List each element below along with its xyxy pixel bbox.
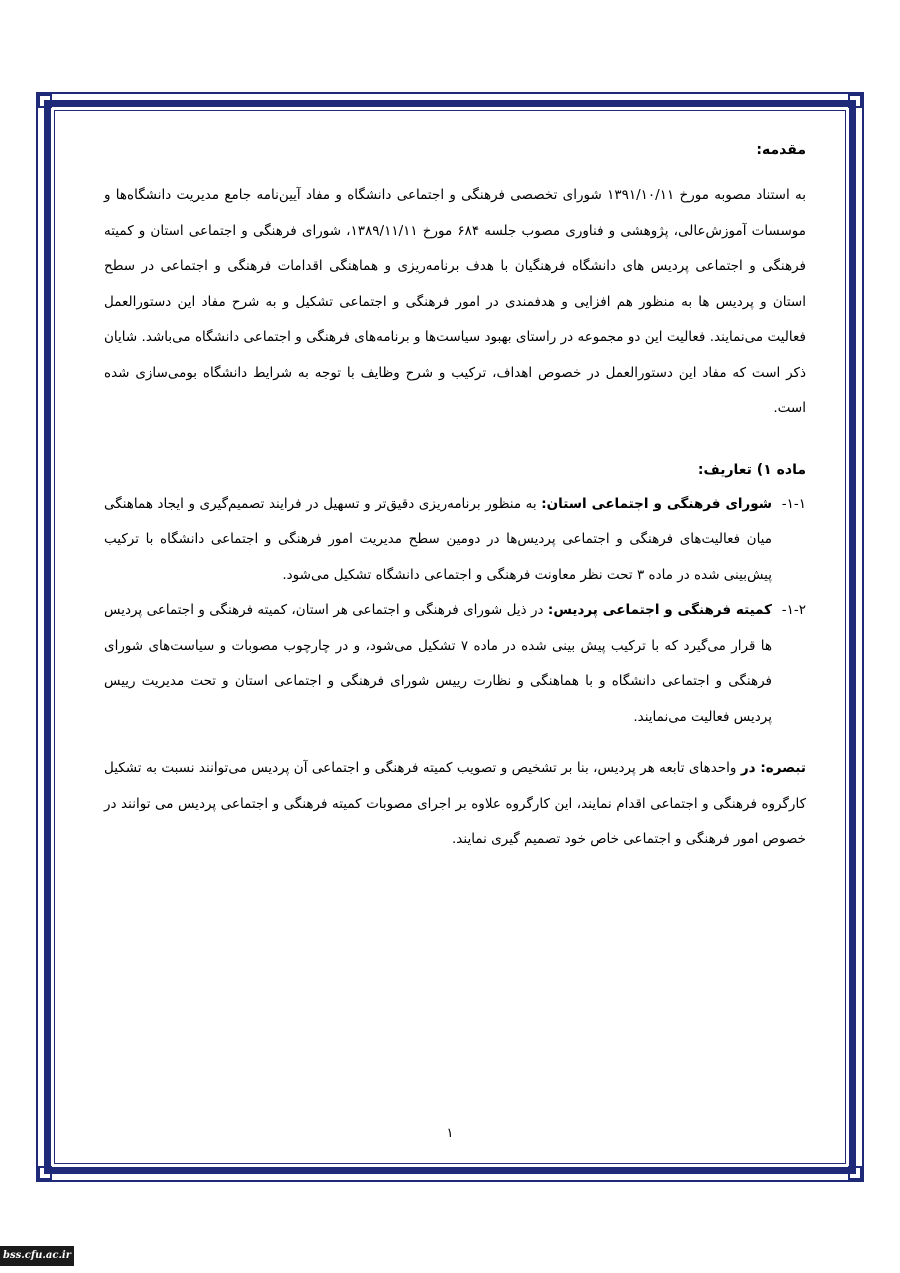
- definition-item-1: [104, 487, 806, 594]
- document-body: [104, 132, 806, 858]
- frame-corner-top-left: [38, 94, 52, 108]
- item-term: شورای فرهنگی و اجتماعی استان:: [541, 495, 773, 512]
- intro-heading: مقدمه:: [756, 142, 806, 158]
- item-term: کمیته فرهنگی و اجتماعی پردیس:: [547, 602, 773, 618]
- frame-corner-bottom-left: [38, 1166, 52, 1180]
- item-number: ۱-۲-: [781, 602, 806, 618]
- item-number: ۱-۱-: [781, 495, 806, 512]
- frame-corner-bottom-right: [848, 1166, 862, 1180]
- site-watermark: bss.cfu.ac.ir: [0, 1246, 74, 1266]
- definition-item-2: [104, 593, 806, 735]
- intro-paragraph: به استناد مصوبه مورخ ۱۳۹۱/۱۰/۱۱ شورای تخصصی فرهنگی و اجتماعی دانشگاه و مفاد آیین‌نامه جامع مدیریت دانشگاه‌ها و موسسات آموزش‌عالی، پژوهشی و فناوری مصوب جلسه ۶۸۴ مورخ ۱۳۸۹/۱۱/۱۱، شورای فرهنگی و اجتماعی استان و کمیته فرهنگی و اجتماعی پردیس های دانشگاه فرهنگیان با هدف برنامه‌ریزی و هماهنگی اقدامات فرهنگی و اجتماعی در سطح استان و پردیس ها به منظور هم افزایی و هدفمندی در امور فرهنگی و اجتماعی تشکیل و به شرح مفاد این دستورالعمل فعالیت می‌نمایند. فعالیت این دو مجموعه در راستای بهبود سیاست‌ها و برنامه‌های فرهنگی و اجتماعی دانشگاه می‌باشد. شایان ذکر است که مفاد این دستورالعمل در خصوص اهداف، ترکیب و شرح وظایف با توجه به شرایط دانشگاه بومی‌سازی شده است.: [104, 187, 806, 416]
- item-text: به منظور برنامه‌ریزی دقیق‌تر و تسهیل در فرایند تصمیم‌گیری و ایجاد هماهنگی میان فعالیت‌های فرهنگی و اجتماعی پردیس‌ها در دومین سطح مدیریت امور فرهنگی و اجتماعی دانشگاه با ترکیب پیش‌بینی شده در ماده ۳ تحت نظر معاونت فرهنگی و اجتماعی دانشگاه تشکیل می‌شود.: [104, 495, 772, 583]
- note-label: تبصره: در: [740, 760, 806, 776]
- article-1-title: ماده ۱) تعاریف:: [697, 461, 806, 478]
- note-text: واحدهای تابعه هر پردیس، بنا بر تشخیص و تصویب کمیته فرهنگی و اجتماعی آن پردیس می‌توانند نسبت به تشکیل کارگروه فرهنگی و اجتماعی اقدام نمایند، این کارگروه علاوه بر اجرای مصوبات کمیته فرهنگی و اجتماعی پردیس می توانند در خصوص امور فرهنگی و اجتماعی خاص خود تصمیم گیری نمایند.: [104, 760, 806, 847]
- item-text: در ذیل شورای فرهنگی و اجتماعی هر استان، کمیته فرهنگی و اجتماعی پردیس ها قرار می‌گیرد که با ترکیب پیش بینی شده در ماده ۷ تشکیل می‌شود، و در چارچوب مصوبات و سیاست‌های شورای فرهنگی و اجتماعی دانشگاه و با هماهنگی و نظارت رییس شورای فرهنگی و اجتماعی استان و تحت مدیریت رییس پردیس فعالیت می‌نمایند.: [104, 602, 772, 725]
- note-paragraph: [104, 751, 806, 858]
- page-number: ۱: [446, 1126, 454, 1141]
- frame-corner-top-right: [848, 94, 862, 108]
